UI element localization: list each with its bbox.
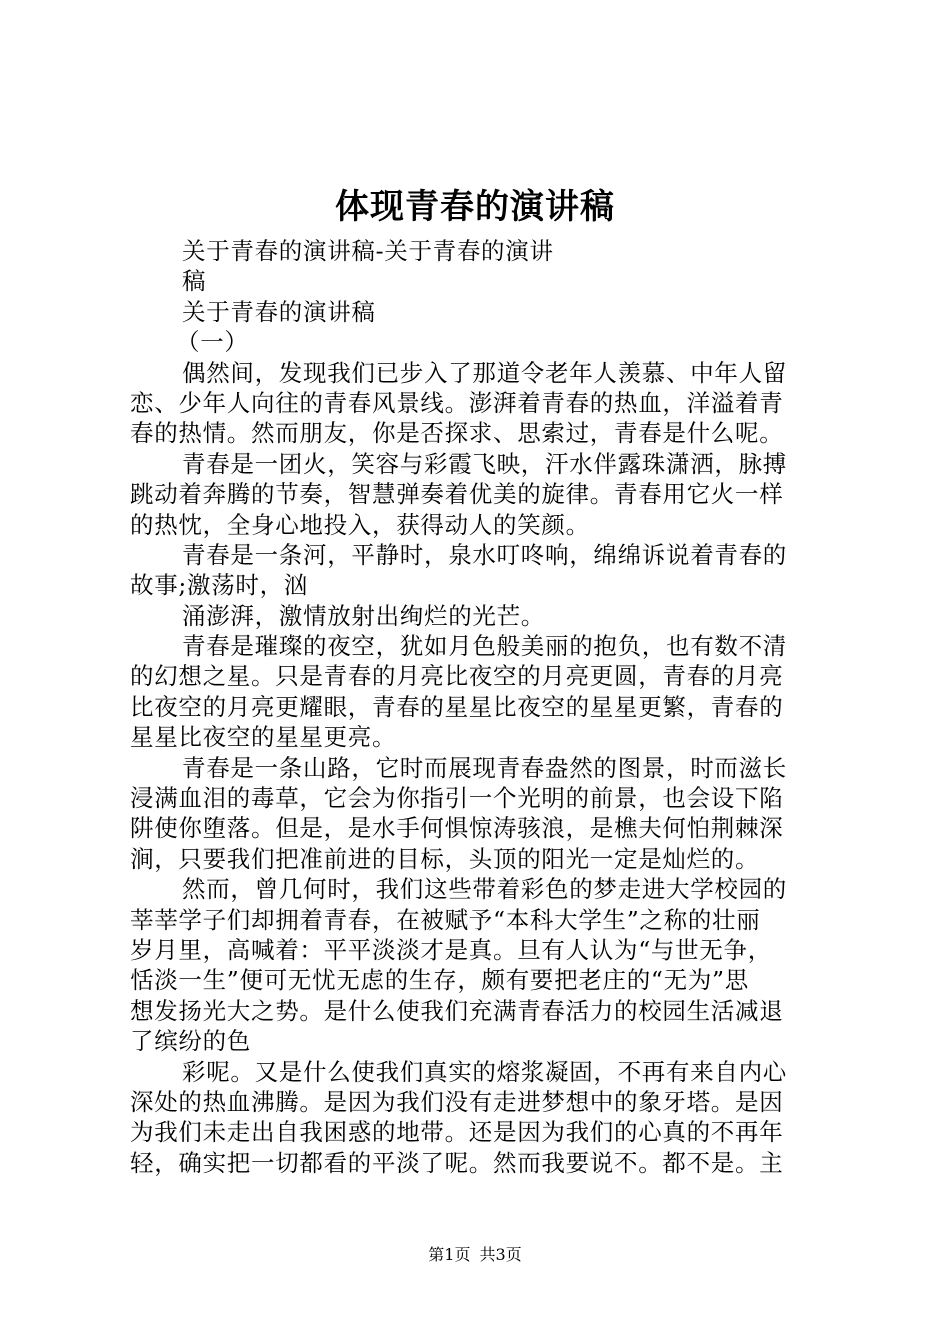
- text-line: 的热忱，全身心地投入，获得动人的笑颜。: [130, 510, 590, 539]
- text-line: 故事;激荡时，汹: [130, 571, 309, 600]
- text-line: 想发扬光大之势。是什么使我们充满青春活力的校园生活减退: [130, 996, 784, 1025]
- text-line: 涌澎湃，激情放射出绚烂的光芒。: [182, 601, 545, 630]
- page-number: 第1页: [428, 1245, 471, 1264]
- text-line: 跳动着奔腾的节奏，智慧弹奏着优美的旋律。青春用它火一样: [130, 480, 784, 509]
- text-line: 的幻想之星。只是青春的月亮比夜空的月亮更圆，青春的月亮: [130, 662, 784, 691]
- text-line: 轻，确实把一切都看的平淡了呢。然而我要说不。都不是。主: [130, 1148, 784, 1177]
- document-title: 体现青春的演讲稿: [335, 187, 615, 227]
- text-line: 比夜空的月亮更耀眼，青春的星星比夜空的星星更繁，青春的: [130, 692, 784, 721]
- text-line: 关于青春的演讲稿: [182, 297, 376, 326]
- text-line: 稿: [182, 267, 207, 296]
- text-line: （一）: [176, 328, 249, 357]
- text-line: 偶然间，发现我们已步入了那道令老年人羡慕、中年人留: [182, 358, 787, 387]
- text-line: 春的热情。然而朋友，你是否探求、思索过，青春是什么呢。: [130, 419, 784, 448]
- text-line: 深处的热血沸腾。是因为我们没有走进梦想中的象牙塔。是因: [130, 1087, 784, 1116]
- text-line: 了缤纷的色: [130, 1027, 251, 1056]
- document-body: [130, 236, 832, 1178]
- text-line: 关于青春的演讲稿-关于青春的演讲: [182, 237, 554, 265]
- text-line: 青春是一条山路，它时而展现青春盎然的图景，时而滋长: [182, 753, 787, 782]
- text-line: 恬淡一生”便可无忧无虑的生存，颇有要把老庄的“无为”思: [130, 966, 749, 995]
- text-line: 彩呢。又是什么使我们真实的熔浆凝固，不再有来自内心: [182, 1057, 787, 1086]
- text-line: 为我们未走出自我困惑的地带。还是因为我们的心真的不再年: [130, 1118, 784, 1147]
- page-footer: [0, 1244, 950, 1266]
- text-line: 然而，曾几何时，我们这些带着彩色的梦走进大学校园的: [182, 875, 787, 904]
- text-line: 阱使你堕落。但是，是水手何惧惊涛骇浪，是樵夫何怕荆棘深: [130, 814, 784, 843]
- text-line: 星星比夜空的星星更亮。: [130, 723, 397, 752]
- text-line: 涧，只要我们把准前进的目标，头顶的阳光一定是灿烂的。: [130, 844, 760, 873]
- text-line: 青春是璀璨的夜空，犹如月色般美丽的抱负，也有数不清: [182, 632, 787, 661]
- text-line: 恋、少年人向往的青春风景线。澎湃着青春的热血，洋溢着青: [130, 388, 784, 417]
- text-line: 青春是一团火，笑容与彩霞飞映，汗水伴露珠潇洒，脉搏: [182, 449, 787, 478]
- text-line: 浸满血泪的毒草，它会为你指引一个光明的前景，也会设下陷: [130, 784, 784, 813]
- text-line: 岁月里，高喊着：平平淡淡才是真。旦有人认为“与世无争，: [130, 935, 772, 964]
- total-pages: 共3页: [479, 1245, 522, 1264]
- text-line: 莘莘学子们却拥着青春，在被赋予“本科大学生”之称的壮丽: [130, 905, 761, 934]
- text-line: 青春是一条河，平静时，泉水叮咚响，绵绵诉说着青春的: [182, 540, 787, 569]
